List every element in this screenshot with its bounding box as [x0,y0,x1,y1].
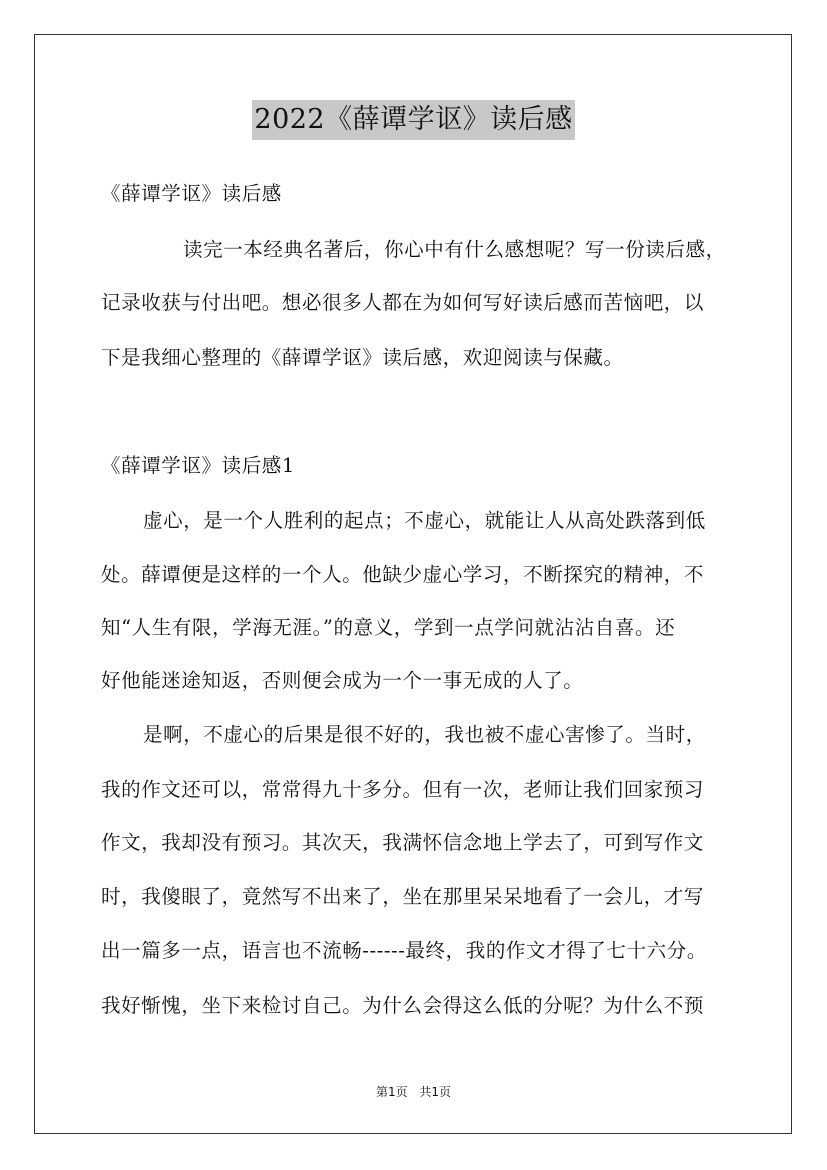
paragraph2-line-1: 是啊，不虚心的后果是很不好的，我也被不虚心害惨了。当时， [143,723,706,746]
paragraph1-line-2: 处。薛谭便是这样的一个人。他缺少虚心学习，不断探究的精神，不 [101,563,705,586]
page-footer [0,1084,827,1100]
paragraph2-line-3: 作文，我却没有预习。其次天，我满怀信念地上学去了，可到写作文 [101,831,705,854]
intro-line-1: 读完一本经典名著后，你心中有什么感想呢？写一份读后感， [183,238,726,261]
subtitle: 《薛谭学讴》读后感 [101,182,282,205]
intro-line-3: 下是我细心整理的《薛谭学讴》读后感，欢迎阅读与保藏。 [101,346,624,369]
paragraph2-line-4: 时，我傻眼了，竟然写不出来了，坐在那里呆呆地看了一会儿，才写 [101,885,705,908]
section-heading: 《薛谭学讴》读后感1 [101,454,295,477]
page-number: 第1页 [375,1085,408,1099]
paragraph2-line-5: 出一篇多一点，语言也不流畅------最终，我的作文才得了七十六分。 [101,939,707,962]
document-title: 2022《薛谭学讴》读后感 [252,100,574,140]
page-total: 共1页 [419,1085,452,1099]
paragraph2-line-6: 我好惭愧，坐下来检讨自己。为什么会得这么低的分呢？为什么不预 [101,994,705,1017]
paragraph1-line-4: 好他能迷途知返，否则便会成为一个一事无成的人了。 [101,669,584,692]
paragraph2-line-2: 我的作文还可以，常常得九十多分。但有一次，老师让我们回家预习 [101,778,705,801]
intro-line-2: 记录收获与付出吧。想必很多人都在为如何写好读后感而苦恼吧，以 [101,291,705,314]
paragraph1-line-1: 虚心，是一个人胜利的起点；不虚心，就能让人从高处跌落到低 [143,509,706,532]
paragraph1-line-3: 知“人生有限，学海无涯。”的意义，学到一点学问就沾沾自喜。还 [101,616,676,639]
